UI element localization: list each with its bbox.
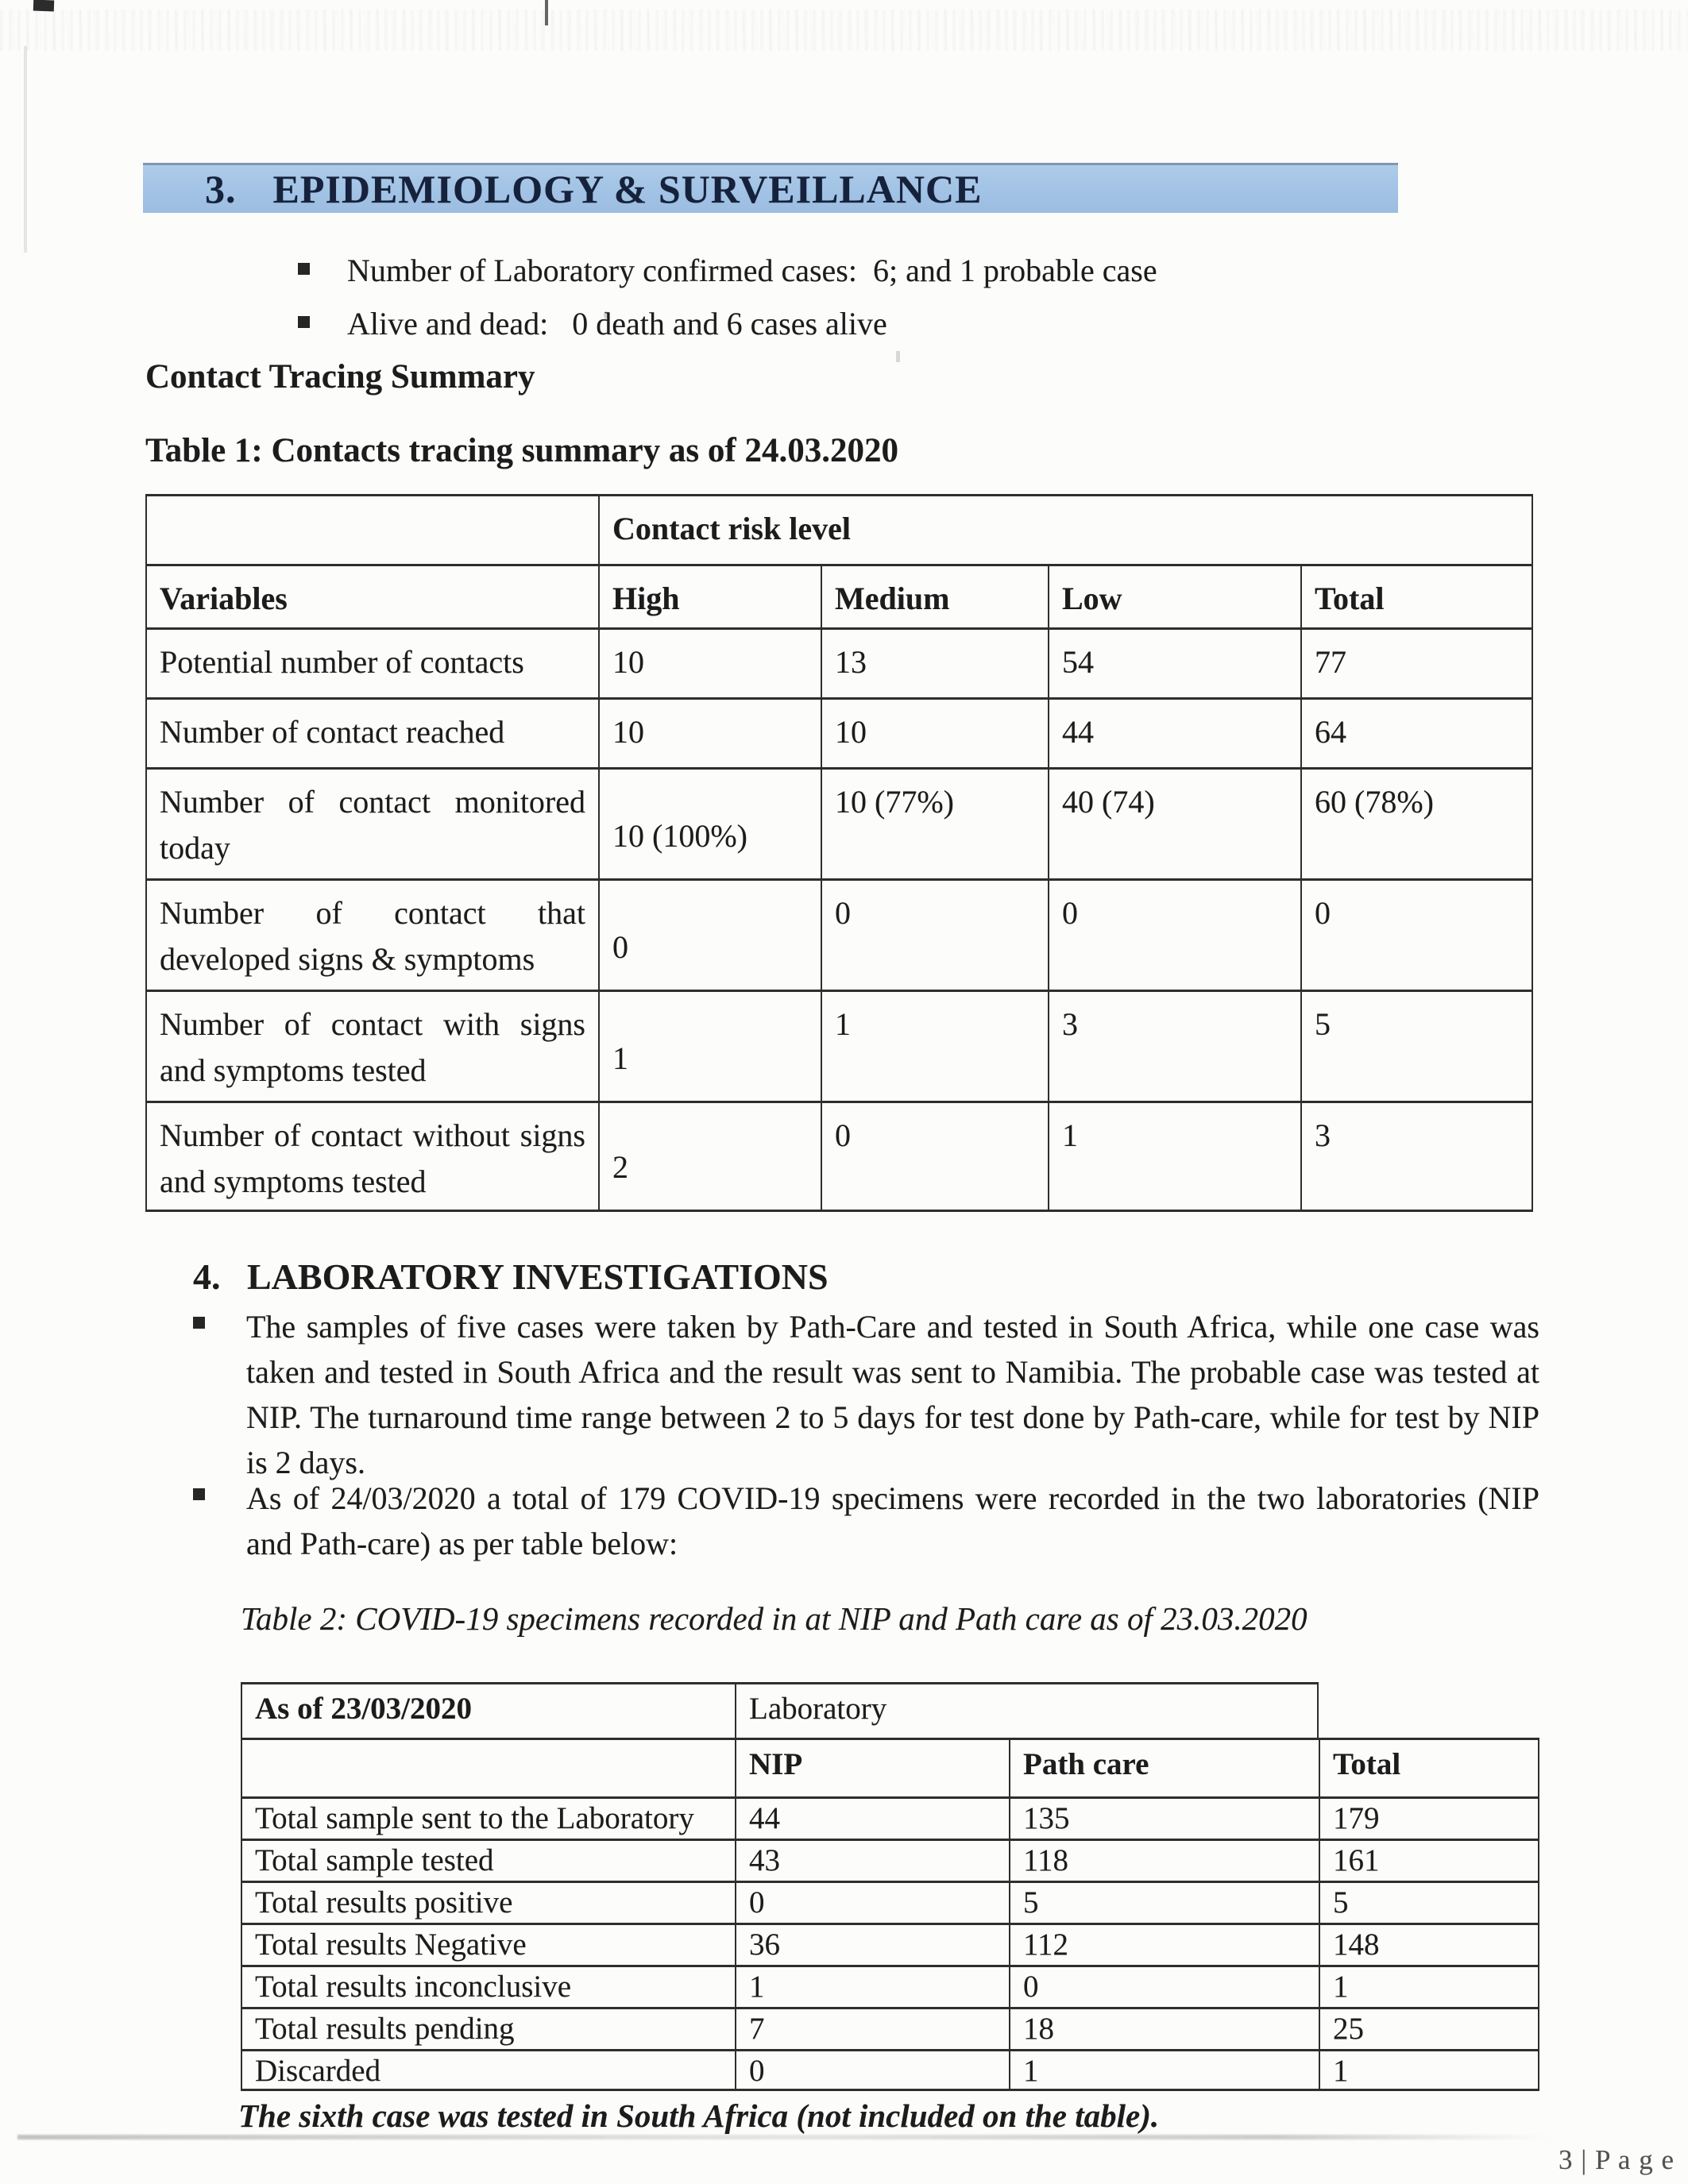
table2-corner-cell: As of 23/03/2020 [241, 1682, 735, 1738]
table1-contact-tracing [145, 494, 1535, 1212]
section4-title: LABORATORY INVESTIGATIONS [247, 1256, 829, 1297]
table1-row [145, 878, 1535, 990]
table1-group-header-row [145, 494, 1535, 564]
table2-value-cell: 118 [1009, 1839, 1319, 1881]
table2-gap-cell [1319, 1682, 1541, 1738]
table1-value-cell: 10 [598, 697, 821, 767]
table2-subheader-row [241, 1738, 1541, 1796]
table1-value-cell: 10 [598, 627, 821, 697]
bullet-square-icon [298, 263, 310, 275]
table1-row [145, 1101, 1535, 1212]
table1-group-header-cell: Contact risk level [598, 494, 1533, 564]
table1-value-cell: 60 (78%) [1300, 767, 1533, 878]
table2-value-cell: 0 [735, 2049, 1009, 2091]
section3-title: EPIDEMIOLOGY & SURVEILLANCE [272, 167, 983, 211]
table1-row [145, 697, 1535, 767]
table1-header-cell: Low [1048, 564, 1300, 627]
table1-variable-cell: Number of contact monitored today [145, 767, 598, 878]
table1-corner-cell [145, 494, 598, 564]
table2-label-cell: Total results Negative [241, 1923, 735, 1965]
table2-group-header-cell: Laboratory [735, 1682, 1319, 1738]
table2-header-cell [241, 1738, 735, 1796]
table2-label-cell: Discarded [241, 2049, 735, 2091]
table2-row [241, 1796, 1541, 1839]
table1-value-cell: 54 [1048, 627, 1300, 697]
table1-value-cell: 13 [821, 627, 1048, 697]
table1-value-cell: 77 [1300, 627, 1533, 697]
table2-value-cell: 1 [1009, 2049, 1319, 2091]
scan-noise-band [0, 10, 1688, 51]
bullet-text: Number of Laboratory confirmed cases: 6; and 1 probable case [347, 253, 1157, 288]
table2-value-cell: 0 [735, 1881, 1009, 1923]
table1-value-cell: 10 (77%) [821, 767, 1048, 878]
table2-value-cell: 25 [1319, 2007, 1539, 2049]
table2-group-header-row [241, 1682, 1541, 1738]
table1-row [145, 990, 1535, 1101]
table2-row [241, 1839, 1541, 1881]
table1-value-cell: 3 [1300, 1101, 1533, 1212]
table1-header-row [145, 564, 1535, 627]
section4-number: 4. [193, 1256, 221, 1297]
table1-value-cell: 10 (100%) [598, 767, 821, 878]
intro-bullet-list [298, 251, 1157, 357]
section4-heading [193, 1256, 829, 1298]
table2-header-cell: NIP [735, 1738, 1009, 1796]
section4-bullet [193, 1476, 1539, 1566]
table2-value-cell: 135 [1009, 1796, 1319, 1839]
table1-row [145, 767, 1535, 878]
table2-value-cell: 7 [735, 2007, 1009, 2049]
scan-streak [24, 46, 27, 253]
bullet-square-icon [193, 1488, 205, 1500]
bullet-text: Alive and dead: 0 death and 6 cases alive [347, 306, 887, 341]
table1-value-cell: 2 [598, 1101, 821, 1212]
table1-variable-cell: Number of contact without signs and symptoms tested [145, 1101, 598, 1212]
table1-header-cell: Medium [821, 564, 1048, 627]
page-footer: 3 | P a g e [1559, 2144, 1674, 2175]
section3-number: 3. [205, 167, 237, 211]
table1-row [145, 627, 1535, 697]
table1-value-cell: 0 [821, 878, 1048, 990]
table1-value-cell: 1 [1048, 1101, 1300, 1212]
table2-value-cell: 112 [1009, 1923, 1319, 1965]
table1-value-cell: 3 [1048, 990, 1300, 1101]
table2-label-cell: Total results pending [241, 2007, 735, 2049]
table2-specimens [241, 1682, 1541, 2091]
table1-variable-cell: Potential number of contacts [145, 627, 598, 697]
table1-value-cell: 1 [821, 990, 1048, 1101]
bullet-text: As of 24/03/2020 a total of 179 COVID-19 specimens were recorded in the two laboratories (NIP and Path-care) as per table below: [246, 1480, 1539, 1561]
table2-header-cell: Path care [1009, 1738, 1319, 1796]
scan-mark [33, 0, 54, 11]
bullet-square-icon [193, 1317, 205, 1329]
table2-row [241, 1923, 1541, 1965]
table2-value-cell: 148 [1319, 1923, 1539, 1965]
table1-header-cell: Variables [145, 564, 598, 627]
table2-row [241, 2007, 1541, 2049]
table2-value-cell: 5 [1009, 1881, 1319, 1923]
table1-value-cell: 5 [1300, 990, 1533, 1101]
table2-header-cell: Total [1319, 1738, 1539, 1796]
table1-value-cell: 0 [1048, 878, 1300, 990]
table2-label-cell: Total results inconclusive [241, 1965, 735, 2007]
table1-header-cell: High [598, 564, 821, 627]
table2-label-cell: Total sample sent to the Laboratory [241, 1796, 735, 1839]
table2-value-cell: 161 [1319, 1839, 1539, 1881]
table2-row [241, 2049, 1541, 2091]
section4-bullet [193, 1304, 1539, 1485]
bullet-square-icon [298, 316, 310, 328]
table2-value-cell: 18 [1009, 2007, 1319, 2049]
table2-value-cell: 43 [735, 1839, 1009, 1881]
table1-variable-cell: Number of contact reached [145, 697, 598, 767]
bullet-text: The samples of five cases were taken by Path-Care and tested in South Africa, while one case was taken and tested in South Africa and the result was sent to Namibia. The probable case was tested at NIP. The turnaround time range between 2 to 5 days for test done by Path-care, while for test by NIP is 2 days. [246, 1309, 1539, 1480]
table1-value-cell: 64 [1300, 697, 1533, 767]
section3-header-bar [143, 163, 1398, 213]
table1-value-cell: 44 [1048, 697, 1300, 767]
table2-row [241, 1965, 1541, 2007]
table1-variable-cell: Number of contact with signs and symptoms tested [145, 990, 598, 1101]
table2-value-cell: 1 [1319, 2049, 1539, 2091]
bullet-item [298, 304, 1157, 344]
table1-value-cell: 40 (74) [1048, 767, 1300, 878]
table2-label-cell: Total sample tested [241, 1839, 735, 1881]
table2-row [241, 1881, 1541, 1923]
table1-value-cell: 0 [1300, 878, 1533, 990]
table2-value-cell: 36 [735, 1923, 1009, 1965]
table2-value-cell: 1 [1319, 1965, 1539, 2007]
table2-value-cell: 5 [1319, 1881, 1539, 1923]
table2-value-cell: 0 [1009, 1965, 1319, 2007]
scan-mark [545, 0, 548, 25]
table2-value-cell: 1 [735, 1965, 1009, 2007]
table1-value-cell: 1 [598, 990, 821, 1101]
bullet-item [298, 251, 1157, 291]
table1-value-cell: 10 [821, 697, 1048, 767]
table2-value-cell: 44 [735, 1796, 1009, 1839]
table2-label-cell: Total results positive [241, 1881, 735, 1923]
scan-smudge [17, 2135, 1551, 2140]
contact-tracing-heading: Contact Tracing Summary [145, 358, 535, 396]
table1-caption: Table 1: Contacts tracing summary as of 24.03.2020 [145, 432, 898, 469]
table1-value-cell: 0 [821, 1101, 1048, 1212]
table2-note: The sixth case was tested in South Africa (not included on the table). [238, 2097, 1160, 2134]
table1-header-cell: Total [1300, 564, 1533, 627]
table1-variable-cell: Number of contact that developed signs & symptoms [145, 878, 598, 990]
table2-caption: Table 2: COVID-19 specimens recorded in at NIP and Path care as of 23.03.2020 [241, 1600, 1308, 1637]
table2-value-cell: 179 [1319, 1796, 1539, 1839]
table1-value-cell: 0 [598, 878, 821, 990]
